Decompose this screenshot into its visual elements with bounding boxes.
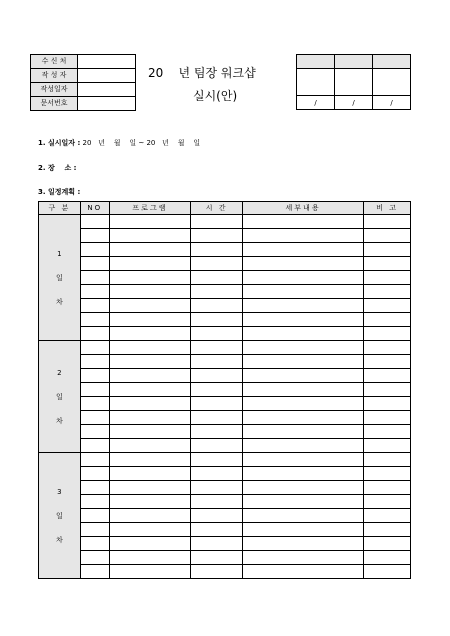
remarks-cell[interactable] [364,215,411,229]
schedule-row [39,453,411,467]
schedule-row [39,509,411,523]
schedule-row [39,257,411,271]
header-details: 세부내용 [242,202,363,215]
section-2-label: 2. 장 소 : [38,164,77,172]
time-cell[interactable] [191,439,243,453]
author-label: 작 성 자 [31,69,78,83]
remarks-cell[interactable] [364,243,411,257]
details-cell[interactable] [242,383,363,397]
approval-sign-row [297,69,411,96]
details-cell[interactable] [242,537,363,551]
date-value[interactable] [78,83,136,97]
details-cell[interactable] [242,257,363,271]
details-cell[interactable] [242,523,363,537]
document-number-label: 문서번호 [31,97,78,111]
document-info-table [30,54,136,111]
info-row-docnum [31,97,136,111]
approval-date-cell[interactable]: / [297,96,335,110]
remarks-cell[interactable] [364,411,411,425]
time-cell[interactable] [191,481,243,495]
details-cell[interactable] [242,551,363,565]
time-cell[interactable] [191,215,243,229]
time-cell[interactable] [191,299,243,313]
schedule-row [39,439,411,453]
schedule-row [39,243,411,257]
section-1-value: 20 년 월 일 ~ 20 년 월 일 [80,139,201,147]
time-cell[interactable] [191,341,243,355]
schedule-row [39,313,411,327]
number-cell[interactable] [80,243,109,257]
details-cell[interactable] [242,313,363,327]
time-cell[interactable] [191,565,243,579]
number-cell[interactable] [80,565,109,579]
schedule-row [39,495,411,509]
program-cell[interactable] [109,383,191,397]
author-value[interactable] [78,69,136,83]
program-cell[interactable] [109,243,191,257]
approval-sign-cell[interactable] [373,69,411,96]
remarks-cell[interactable] [364,537,411,551]
time-cell[interactable] [191,509,243,523]
number-cell[interactable] [80,341,109,355]
remarks-cell[interactable] [364,285,411,299]
details-cell[interactable] [242,411,363,425]
details-cell[interactable] [242,299,363,313]
approval-sign-cell[interactable] [335,69,373,96]
schedule-row [39,467,411,481]
schedule-row [39,341,411,355]
remarks-cell[interactable] [364,229,411,243]
time-cell[interactable] [191,523,243,537]
schedule-header-row [39,202,411,215]
header-number: NO [80,202,109,215]
number-cell[interactable] [80,467,109,481]
schedule-row [39,299,411,313]
program-cell[interactable] [109,495,191,509]
details-cell[interactable] [242,243,363,257]
number-cell[interactable] [80,523,109,537]
approval-sign-cell[interactable] [297,69,335,96]
remarks-cell[interactable] [364,495,411,509]
number-cell[interactable] [80,313,109,327]
document-subtitle: 실시(안) [193,89,238,103]
details-cell[interactable] [242,397,363,411]
schedule-row [39,285,411,299]
details-cell[interactable] [242,341,363,355]
details-cell[interactable] [242,425,363,439]
approval-date-cell[interactable]: / [335,96,373,110]
time-cell[interactable] [191,313,243,327]
info-row-recipient [31,55,136,69]
program-cell[interactable] [109,537,191,551]
remarks-cell[interactable] [364,383,411,397]
number-cell[interactable] [80,327,109,341]
details-cell[interactable] [242,565,363,579]
number-cell[interactable] [80,411,109,425]
day-2-label: 2 일 차 [39,341,81,453]
program-cell[interactable] [109,523,191,537]
schedule-row [39,215,411,229]
program-cell[interactable] [109,257,191,271]
number-cell[interactable] [80,369,109,383]
time-cell[interactable] [191,495,243,509]
time-cell[interactable] [191,327,243,341]
program-cell[interactable] [109,215,191,229]
details-cell[interactable] [242,509,363,523]
schedule-body [39,215,411,579]
program-cell[interactable] [109,411,191,425]
approval-date-row [297,96,411,110]
schedule-row [39,355,411,369]
schedule-row [39,411,411,425]
header-program: 프로그램 [109,202,191,215]
schedule-row [39,425,411,439]
details-cell[interactable] [242,439,363,453]
approval-header-cell [297,55,335,69]
number-cell[interactable] [80,299,109,313]
program-cell[interactable] [109,481,191,495]
details-cell[interactable] [242,467,363,481]
schedule-row [39,383,411,397]
section-plan [38,187,80,197]
schedule-row [39,369,411,383]
header-remarks: 비 고 [364,202,411,215]
number-cell[interactable] [80,551,109,565]
details-cell[interactable] [242,215,363,229]
program-cell[interactable] [109,551,191,565]
remarks-cell[interactable] [364,271,411,285]
remarks-cell[interactable] [364,355,411,369]
time-cell[interactable] [191,257,243,271]
program-cell[interactable] [109,369,191,383]
program-cell[interactable] [109,341,191,355]
time-cell[interactable] [191,285,243,299]
remarks-cell[interactable] [364,551,411,565]
details-cell[interactable] [242,285,363,299]
number-cell[interactable] [80,453,109,467]
approval-header-row [297,55,411,69]
program-cell[interactable] [109,327,191,341]
document-title: 20 년 팀장 워크샵 [148,66,256,80]
document-number-value[interactable] [78,97,136,111]
remarks-cell[interactable] [364,313,411,327]
approval-date-cell[interactable]: / [373,96,411,110]
details-cell[interactable] [242,355,363,369]
details-cell[interactable] [242,369,363,383]
header-time: 시 간 [191,202,243,215]
day-3-label: 3 일 차 [39,453,81,579]
number-cell[interactable] [80,383,109,397]
remarks-cell[interactable] [364,327,411,341]
program-cell[interactable] [109,397,191,411]
number-cell[interactable] [80,285,109,299]
program-cell[interactable] [109,467,191,481]
recipient-value[interactable] [78,55,136,69]
program-cell[interactable] [109,439,191,453]
details-cell[interactable] [242,481,363,495]
approval-header-cell [335,55,373,69]
program-cell[interactable] [109,271,191,285]
program-cell[interactable] [109,355,191,369]
info-row-author [31,69,136,83]
time-cell[interactable] [191,243,243,257]
time-cell[interactable] [191,411,243,425]
remarks-cell[interactable] [364,481,411,495]
section-location [38,163,76,173]
program-cell[interactable] [109,565,191,579]
time-cell[interactable] [191,271,243,285]
section-1-label: 1. 실시일자 : [38,139,81,147]
schedule-row [39,397,411,411]
schedule-row [39,565,411,579]
remarks-cell[interactable] [364,467,411,481]
remarks-cell[interactable] [364,397,411,411]
remarks-cell[interactable] [364,341,411,355]
number-cell[interactable] [80,257,109,271]
remarks-cell[interactable] [364,509,411,523]
number-cell[interactable] [80,355,109,369]
recipient-label: 수 신 처 [31,55,78,69]
time-cell[interactable] [191,355,243,369]
remarks-cell[interactable] [364,439,411,453]
time-cell[interactable] [191,537,243,551]
time-cell[interactable] [191,453,243,467]
time-cell[interactable] [191,467,243,481]
number-cell[interactable] [80,271,109,285]
time-cell[interactable] [191,425,243,439]
time-cell[interactable] [191,369,243,383]
program-cell[interactable] [109,285,191,299]
day-1-label: 1 일 차 [39,215,81,341]
details-cell[interactable] [242,327,363,341]
section-schedule-dates [38,138,200,148]
number-cell[interactable] [80,425,109,439]
schedule-row [39,271,411,285]
program-cell[interactable] [109,229,191,243]
approval-header-cell [373,55,411,69]
approval-table [296,54,411,110]
number-cell[interactable] [80,509,109,523]
program-cell[interactable] [109,299,191,313]
number-cell[interactable] [80,229,109,243]
header-category: 구 분 [39,202,81,215]
schedule-row [39,327,411,341]
time-cell[interactable] [191,397,243,411]
remarks-cell[interactable] [364,369,411,383]
time-cell[interactable] [191,551,243,565]
remarks-cell[interactable] [364,425,411,439]
number-cell[interactable] [80,439,109,453]
remarks-cell[interactable] [364,257,411,271]
program-cell[interactable] [109,313,191,327]
details-cell[interactable] [242,229,363,243]
details-cell[interactable] [242,453,363,467]
remarks-cell[interactable] [364,523,411,537]
schedule-row [39,551,411,565]
remarks-cell[interactable] [364,565,411,579]
schedule-row [39,481,411,495]
date-label: 작성일자 [31,83,78,97]
number-cell[interactable] [80,481,109,495]
number-cell[interactable] [80,537,109,551]
number-cell[interactable] [80,495,109,509]
remarks-cell[interactable] [364,453,411,467]
time-cell[interactable] [191,229,243,243]
program-cell[interactable] [109,509,191,523]
program-cell[interactable] [109,425,191,439]
schedule-row [39,537,411,551]
remarks-cell[interactable] [364,299,411,313]
section-3-label: 3. 일정계획 : [38,188,81,196]
details-cell[interactable] [242,495,363,509]
number-cell[interactable] [80,397,109,411]
time-cell[interactable] [191,383,243,397]
number-cell[interactable] [80,215,109,229]
schedule-row [39,523,411,537]
program-cell[interactable] [109,453,191,467]
schedule-row [39,229,411,243]
schedule-table [38,201,411,579]
info-row-date [31,83,136,97]
details-cell[interactable] [242,271,363,285]
